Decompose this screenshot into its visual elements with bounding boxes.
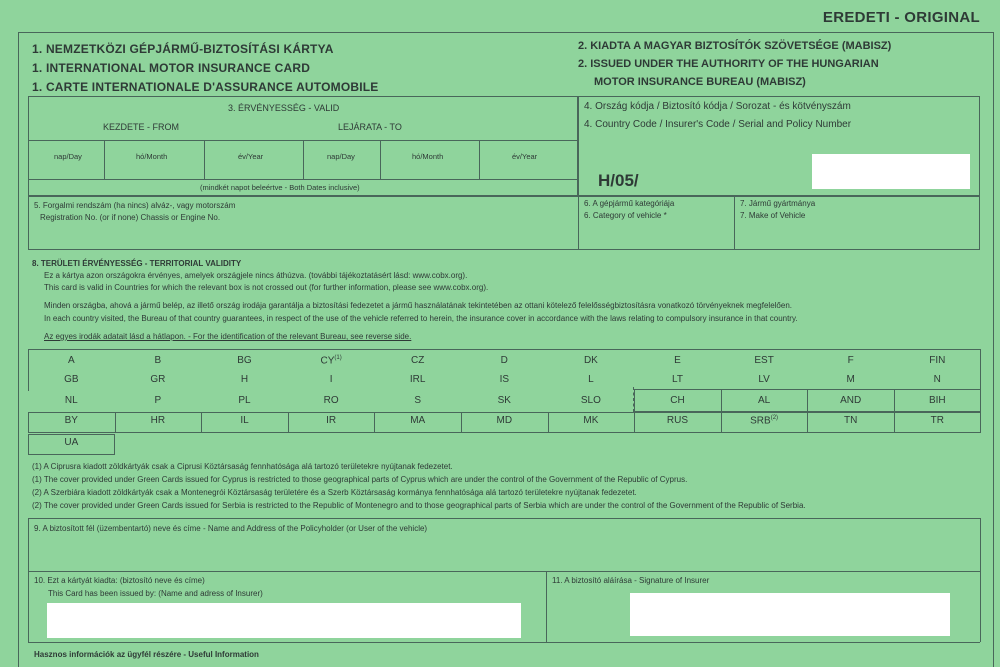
country-code-dk: DK [583, 355, 598, 366]
title-hungarian: 1. NEMZETKÖZI GÉPJÁRMŰ-BIZTOSÍTÁSI KÁRTYA [32, 42, 334, 56]
make-label-en: 7. Make of Vehicle [740, 211, 806, 220]
title-english: 1. INTERNATIONAL MOTOR INSURANCE CARD [32, 61, 311, 75]
validity-col-month-to: hó/Month [412, 152, 444, 161]
country-code-cz: CZ [411, 355, 425, 366]
country-code-n: N [933, 374, 941, 385]
country-code-al: AL [757, 395, 771, 406]
country-code-cell [894, 395, 981, 406]
country-code-m: M [846, 374, 855, 385]
country-code-cell [807, 395, 894, 406]
issuer-line-2: 2. ISSUED UNDER THE AUTHORITY OF THE HUNGARIAN [578, 58, 879, 70]
country-code-cell [634, 374, 721, 385]
country-code-cell [461, 355, 548, 366]
country-code-by: BY [64, 415, 78, 426]
country-code-bih: BIH [928, 395, 946, 406]
useful-top-line [28, 642, 980, 643]
country-code-cell [115, 395, 202, 406]
registration-label-hu: 5. Forgalmi rendszám (ha nincs) alváz-, vagy motorszám [34, 201, 236, 210]
country-code-cell [461, 374, 548, 385]
validity-col-sep [303, 140, 304, 179]
validity-from: KEZDETE - FROM [103, 122, 179, 132]
territorial-line-5: Az egyes irodák adatait lásd a hátlapon. - For the identification of the relevant Bureau, see reverse side. [44, 332, 412, 341]
original-label: EREDETI - ORIGINAL [822, 9, 980, 26]
country-code-cell [115, 374, 202, 385]
issued-sep [546, 571, 547, 642]
redacted-insurer [47, 603, 521, 638]
validity-col-year-to: év/Year [512, 152, 538, 161]
country-code-lv: LV [758, 374, 770, 385]
country-code-gr: GR [150, 374, 166, 385]
country-code-cell [374, 374, 461, 385]
country-code-cell [548, 355, 635, 366]
country-code-cell [461, 415, 548, 426]
country-code-il: IL [240, 415, 249, 426]
policy-number-prefix: H/05/ [598, 171, 639, 190]
category-label-hu: 6. A gépjármű kategóriája [584, 199, 675, 208]
country-code-l: L [588, 374, 594, 385]
country-code-cy: CY [320, 355, 335, 367]
title-french: 1. CARTE INTERNATIONALE D'ASSURANCE AUTOMOBILE [32, 80, 379, 94]
territorial-title: 8. TERÜLETI ÉRVÉNYESSÉG - TERRITORIAL VALIDITY [32, 259, 242, 268]
country-code-mk: MK [583, 415, 599, 426]
useful-info-label: Hasznos információk az ügyfél részére - Useful Information [34, 650, 259, 659]
country-code-cell [721, 374, 808, 385]
validity-col-day-to: nap/Day [327, 152, 355, 161]
make-label-hu: 7. Jármű gyártmánya [740, 199, 816, 208]
frame-right [993, 32, 994, 667]
country-code-cell [374, 395, 461, 406]
territorial-line-2: This card is valid in Countries for which the relevant box is not crossed out (for further information, please see www.cobx.org). [44, 283, 489, 292]
country-code-cell [894, 415, 981, 426]
country-code-cell [807, 374, 894, 385]
country-code-cell [548, 415, 635, 426]
country-code-cell [807, 355, 894, 366]
country-code-s: S [414, 395, 422, 406]
validity-col-year-from: év/Year [238, 152, 264, 161]
country-code-h: H [240, 374, 249, 385]
country-code-cell [721, 355, 808, 366]
country-code-rus: RUS [666, 415, 689, 426]
country-code-cell [634, 355, 721, 366]
footnote-cyprus-hu: (1) A Ciprusra kiadott zöldkártyák csak a Ciprusi Köztársaság fennhatósága alá tartozó területekre nyújtanak fedezetet. [32, 462, 453, 471]
country-code-cell [548, 395, 635, 406]
country-code-md: MD [496, 415, 513, 426]
country-code-cell [28, 415, 115, 426]
territorial-line-3: Minden országba, ahová a jármű belép, az illető ország irodája garantálja a biztosítási fedezetet a jármű használatának tekintetében az ottani kötelező felelősségbiztosításra vonatkozó törvényeknek megfelelően. [44, 301, 793, 310]
country-code-cell [201, 374, 288, 385]
country-code-cell [288, 415, 375, 426]
validity-col-day-from: nap/Day [54, 152, 82, 161]
country-code-cell [28, 374, 115, 385]
country-code-tr: TR [930, 415, 944, 426]
frame-top [18, 32, 993, 33]
country-code-ma: MA [410, 415, 426, 426]
country-code-bg: BG [237, 355, 252, 366]
footnote-cyprus-en: (1) The cover provided under Green Cards issued for Cyprus is restricted to those geographical parts of Cyprus which are under the control of the Government of the Republic of Cyprus. [32, 475, 688, 484]
category-label-en: 6. Category of vehicle * [584, 211, 667, 220]
country-code-cell [374, 355, 461, 366]
country-code-cell [721, 415, 808, 426]
country-code-sk: SK [497, 395, 511, 406]
country-code-cell [201, 355, 288, 366]
country-code-f: F [847, 355, 854, 366]
country-code-cell [634, 415, 721, 426]
validity-note: (mindkét napot beleértve - Both Dates inclusive) [200, 183, 360, 192]
territorial-line-1: Ez a kártya azon országokra érvényes, amelyek országjele nincs áthúzva. (további tájékoztatásért lásd: www.cobx.org). [44, 271, 468, 280]
country-code-nl: NL [64, 395, 78, 406]
country-code-cell [288, 395, 375, 406]
issued-by-label-en: This Card has been issued by: (Name and adress of Insurer) [48, 589, 263, 598]
policyholder-label: 9. A biztosított fél (üzembentartó) neve és címe - Name and Address of the Policyholder (or User of the vehicle) [34, 524, 428, 533]
country-code-cell [374, 415, 461, 426]
country-code-cell [894, 374, 981, 385]
country-code-cell [28, 437, 115, 448]
country-code-cell [807, 415, 894, 426]
vehicle-sep [734, 196, 735, 250]
policyholder-top-line [28, 518, 980, 519]
redacted-policy-number [812, 154, 970, 189]
issuer-line-3: MOTOR INSURANCE BUREAU (MABISZ) [594, 76, 806, 88]
country-code-ua: UA [64, 437, 79, 448]
issued-top-line [28, 571, 980, 572]
country-code-est: EST [754, 355, 774, 366]
vehicle-sep [578, 196, 579, 250]
country-code-cell [201, 395, 288, 406]
country-code-tn: TN [844, 415, 858, 426]
country-code-cell [634, 395, 721, 406]
registration-label-en: Registration No. (or if none) Chassis or Engine No. [40, 213, 221, 222]
validity-col-sep [380, 140, 381, 179]
country-code-p: P [154, 395, 162, 406]
lower-left-line [28, 518, 29, 642]
signature-label: 11. A biztosító aláírása - Signature of Insurer [552, 576, 710, 585]
validity-col-sep [479, 140, 480, 179]
country-code-cell [28, 395, 115, 406]
country-footnote-marker: (2) [770, 415, 779, 421]
country-footnote-marker: (1) [334, 355, 342, 361]
validity-col-sep [104, 140, 105, 179]
issued-by-label-hu: 10. Ezt a kártyát kiadta: (biztosító neve és címe) [34, 576, 205, 585]
validity-title: 3. ÉRVÉNYESSÉG - VALID [228, 103, 340, 113]
validity-to: LEJÁRATA - TO [338, 122, 402, 132]
country-code-ch: CH [670, 395, 685, 406]
validity-col-sep [204, 140, 205, 179]
country-code-b: B [154, 355, 162, 366]
country-code-ro: RO [323, 395, 339, 406]
country-code-cell [288, 374, 375, 385]
country-code-a: A [67, 355, 75, 366]
issuer-line-1: 2. KIADTA A MAGYAR BIZTOSÍTÓK SZÖVETSÉGE (MABISZ) [578, 40, 892, 52]
country-code-d: D [500, 355, 508, 366]
country-code-gb: GB [64, 374, 79, 385]
country-code-ir: IR [326, 415, 337, 426]
country-code-cell [115, 355, 202, 366]
lower-right-line [980, 518, 981, 642]
country-code-lt: LT [672, 374, 683, 385]
country-code-is: IS [499, 374, 510, 385]
country-code-cell [201, 415, 288, 426]
validity-divider-bottom [28, 179, 578, 180]
country-code-cell [548, 374, 635, 385]
country-code-cell [288, 355, 375, 366]
country-code-cell [115, 415, 202, 426]
country-code-i: I [329, 374, 333, 385]
country-code-srb: SRB [750, 415, 771, 427]
country-code-cell [28, 355, 115, 366]
frame-left [18, 32, 19, 667]
country-code-e: E [674, 355, 681, 366]
country-code-and: AND [840, 395, 862, 406]
footnote-serbia-en: (2) The cover provided under Green Cards issued for Serbia is restricted to the Republic of Montenegro and to those geographical parts of Serbia which are under the control of the Government of the Republic of Serbia. [32, 501, 806, 510]
redacted-signature [630, 593, 950, 636]
footnote-serbia-hu: (2) A Szerbiára kiadott zöldkártyák csak a Montenegrói Köztársaság területére és a Szerb Köztársaság kormánya fennhatósága alá tartozó területekre nyújtanak fedezetet. [32, 488, 637, 497]
country-code-cell [894, 355, 981, 366]
country-code-label-hu: 4. Ország kódja / Biztosító kódja / Sorozat - és kötvényszám [584, 101, 851, 112]
country-code-pl: PL [238, 395, 251, 406]
territorial-line-4: In each country visited, the Bureau of that country guarantees, in respect of the use of the vehicle referred to herein, the insurance cover in accordance with the laws relating to compulsory insurance in that country. [44, 314, 798, 323]
country-code-cell [721, 395, 808, 406]
country-code-hr: HR [150, 415, 166, 426]
country-code-label-en: 4. Country Code / Insurer's Code / Serial and Policy Number [584, 119, 852, 130]
validity-col-month-from: hó/Month [136, 152, 168, 161]
country-code-fin: FIN [929, 355, 946, 366]
country-code-cell [461, 395, 548, 406]
country-code-slo: SLO [580, 395, 601, 406]
country-code-irl: IRL [409, 374, 426, 385]
